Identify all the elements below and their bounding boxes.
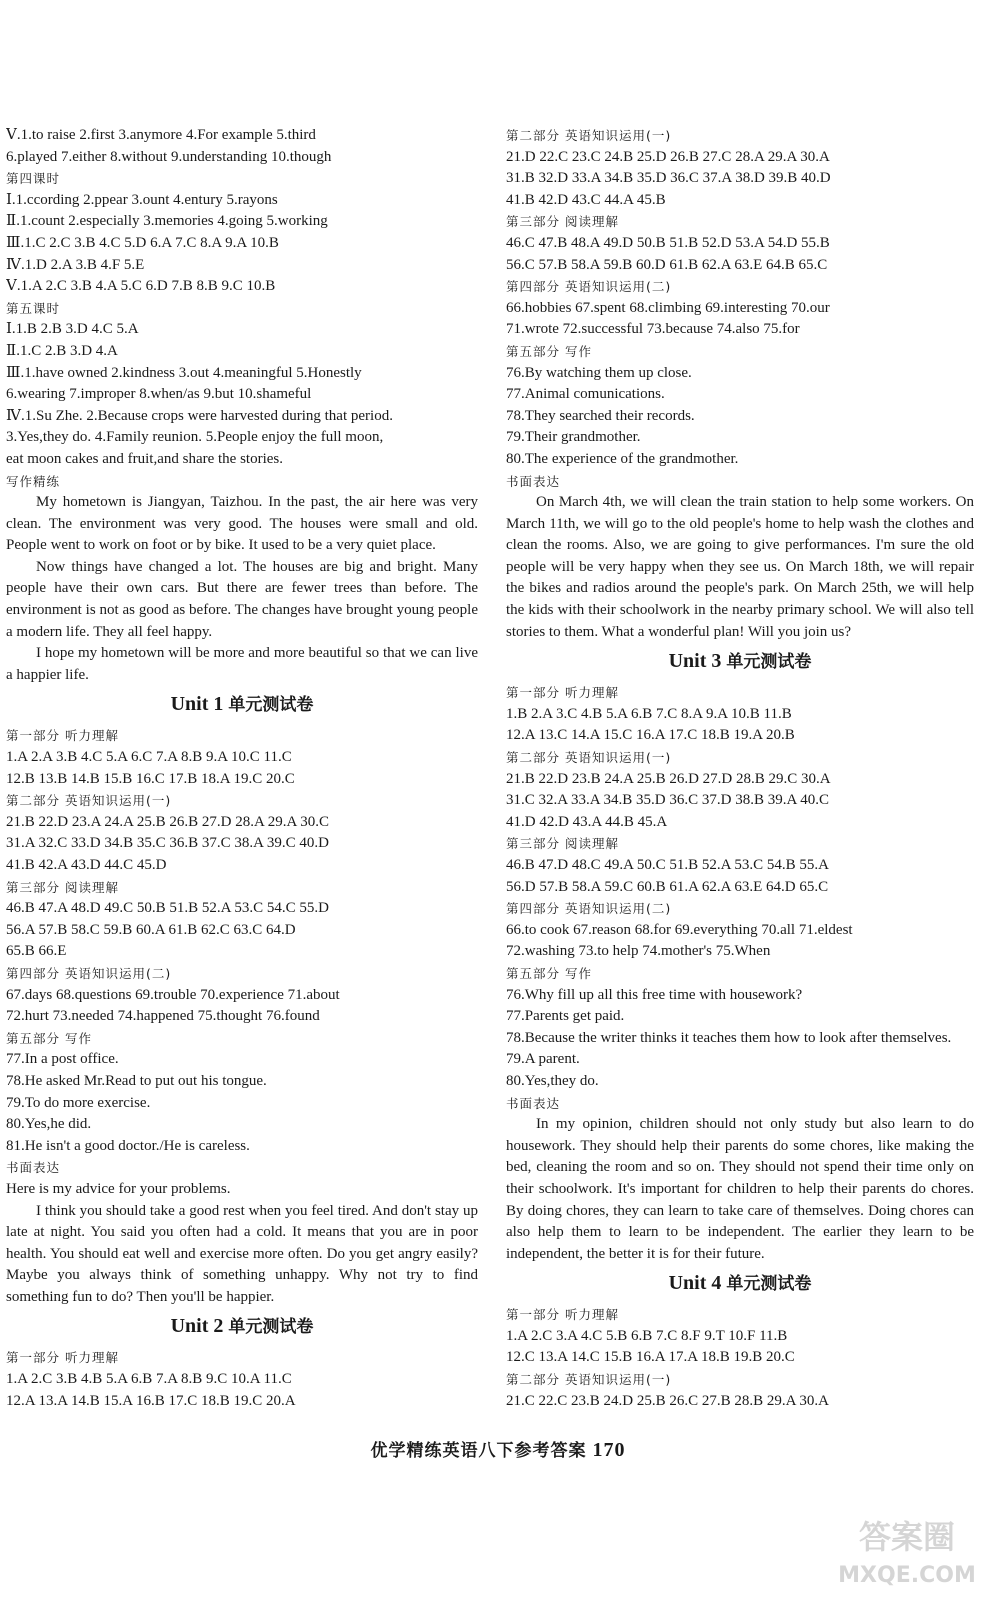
- section-heading: 第四部分 英语知识运用(二): [6, 965, 172, 981]
- section-heading: 第五部分 写作: [506, 965, 592, 981]
- answer-line: 79.Their grandmother.: [506, 429, 641, 446]
- answer-line: Ⅴ.1.A 2.C 3.B 4.A 5.C 6.D 7.B 8.B 9.C 10.B: [6, 278, 276, 295]
- answer-line: 3.Yes,they do. 4.Family reunion. 5.People enjoy the full moon,: [6, 429, 384, 446]
- section-heading: 写作精练: [6, 473, 61, 489]
- section-heading: 第四部分 英语知识运用(二): [506, 279, 672, 295]
- answer-line: 77.In a post office.: [6, 1051, 119, 1068]
- section-heading: 书面表达: [6, 1160, 61, 1176]
- essay-paragraph: I hope my hometown will be more and more beautiful so that we can live a happier life.: [6, 645, 478, 683]
- footer-title: 优学精练英语八下参考答案: [370, 1441, 587, 1461]
- unit-heading: [6, 1312, 478, 1341]
- answer-line: 21.B 22.D 23.B 24.A 25.B 26.D 27.D 28.B 29.C 30.A: [506, 770, 831, 787]
- answer-line: 1.A 2.C 3.B 4.B 5.A 6.B 7.A 8.B 9.C 10.A 11.C: [6, 1371, 292, 1388]
- answer-line: 12.C 13.A 14.C 15.B 16.A 17.A 18.B 19.B 20.C: [506, 1349, 795, 1366]
- section-heading: 第五课时: [6, 300, 61, 316]
- answer-line: 41.B 42.D 43.C 44.A 45.B: [506, 191, 666, 208]
- answer-line: eat moon cakes and fruit,and share the stories.: [6, 450, 283, 467]
- answer-line: 46.C 47.B 48.A 49.D 50.B 51.B 52.D 53.A 54.D 55.B: [506, 234, 830, 251]
- page-footer: [0, 1436, 996, 1462]
- answer-line: Ⅰ.1.B 2.B 3.D 4.C 5.A: [6, 321, 139, 338]
- section-heading: 书面表达: [506, 1095, 561, 1111]
- answer-line: 72.hurt 73.needed 74.happened 75.thought 76.found: [6, 1008, 320, 1025]
- essay-paragraph: On March 4th, we will clean the train station to help some workers. On March 11th, we will go to the old people's home to help wash the clothes and clean the rooms. Also, we are going to give performances. I'm sure the old people will be very happy when they see us. On March 18th, we will repair the bikes and radios around the people's park. On March 25th, we will help the kids with their schoolwork in the nearby primary school. We will also tell stories to them. What a wonderful plan! Will you join us?: [506, 494, 974, 640]
- section-heading: 第二部分 英语知识运用(一): [506, 750, 672, 766]
- answer-line: 76.Why fill up all this free time with housework?: [506, 986, 803, 1003]
- answer-line: 21.C 22.C 23.B 24.D 25.B 26.C 27.B 28.B 29.A 30.A: [506, 1392, 829, 1409]
- unit-heading: [6, 690, 478, 719]
- answer-line: 80.The experience of the grandmother.: [506, 450, 739, 467]
- answer-line: 77.Animal comunications.: [506, 386, 665, 403]
- unit-heading-cn: 单元测试卷: [726, 1274, 812, 1295]
- answer-line: 46.B 47.A 48.D 49.C 50.B 51.B 52.A 53.C 54.C 55.D: [6, 900, 329, 917]
- answer-line: Ⅱ.1.count 2.especially 3.memories 4.going 5.working: [6, 213, 328, 230]
- page-number: 170: [592, 1439, 626, 1461]
- answer-line: 6.played 7.either 8.without 9.understanding 10.though: [6, 148, 332, 165]
- watermark-logo: [832, 1512, 982, 1592]
- unit-heading-en: Unit 3: [668, 650, 722, 673]
- answer-line: 81.He isn't a good doctor./He is careless.: [6, 1137, 250, 1154]
- unit-heading-cn: 单元测试卷: [726, 652, 812, 673]
- answer-line: 78.He asked Mr.Read to put out his tongue.: [6, 1072, 267, 1089]
- answer-line: 79.A parent.: [506, 1051, 580, 1068]
- answer-line: Ⅲ.1.have owned 2.kindness 3.out 4.meaningful 5.Honestly: [6, 364, 362, 381]
- watermark-top-text: 答案圈: [858, 1518, 956, 1556]
- answer-line: 21.D 22.C 23.C 24.B 25.D 26.B 27.C 28.A 29.A 30.A: [506, 148, 830, 165]
- section-heading: 书面表达: [506, 473, 561, 489]
- answer-line: 56.D 57.B 58.A 59.C 60.B 61.A 62.A 63.E 64.D 65.C: [506, 878, 829, 895]
- answer-line: 41.D 42.D 43.A 44.B 45.A: [506, 813, 668, 830]
- section-heading: 第四课时: [6, 171, 61, 187]
- essay-paragraph: My hometown is Jiangyan, Taizhou. In the past, the air here was very clean. The environment was very good. The houses were small and old. People went to work on foot or by bike. It used to be a very quiet place.: [6, 494, 478, 554]
- answer-line: 41.B 42.A 43.D 44.C 45.D: [6, 857, 167, 873]
- answer-line: 67.days 68.questions 69.trouble 70.experience 71.about: [6, 986, 340, 1003]
- answer-line: Ⅳ.1.Su Zhe. 2.Because crops were harvested during that period.: [6, 407, 393, 424]
- answer-line: 80.Yes,they do.: [506, 1072, 599, 1089]
- answer-line: 21.B 22.D 23.A 24.A 25.B 26.B 27.D 28.A 29.A 30.C: [6, 813, 329, 830]
- section-heading: 第三部分 阅读理解: [506, 836, 619, 852]
- answer-line: Ⅰ.1.ccording 2.ppear 3.ount 4.entury 5.rayons: [6, 191, 278, 208]
- answer-line: 72.washing 73.to help 74.mother's 75.When: [506, 943, 771, 960]
- answer-line: 66.hobbies 67.spent 68.climbing 69.interesting 70.our: [506, 299, 830, 316]
- section-heading: 第一部分 听力理解: [6, 728, 119, 744]
- section-heading: 第一部分 听力理解: [6, 1350, 119, 1366]
- unit-heading-cn: 单元测试卷: [228, 695, 314, 716]
- essay-paragraph: Now things have changed a lot. The houses are big and bright. Many people have their own cars. But there are fewer trees than before. The environment is not as good as before. The changes have brought young people a modern life. They all feel happy.: [6, 558, 478, 640]
- answer-line: 76.By watching them up close.: [506, 364, 692, 381]
- answer-line: 71.wrote 72.successful 73.because 74.also 75.for: [506, 321, 800, 338]
- answer-line: 31.A 32.C 33.D 34.B 35.C 36.B 37.C 38.A 39.C 40.D: [6, 835, 329, 852]
- answer-line: 56.A 57.B 58.C 59.B 60.A 61.B 62.C 63.C 64.D: [6, 921, 296, 938]
- unit-heading: [506, 1269, 974, 1298]
- answer-line: 1.A 2.A 3.B 4.C 5.A 6.C 7.A 8.B 9.A 10.C 11.C: [6, 749, 292, 766]
- answer-line: 77.Parents get paid.: [506, 1008, 625, 1025]
- section-heading: 第一部分 听力理解: [506, 1307, 619, 1323]
- section-heading: 第三部分 阅读理解: [6, 879, 119, 895]
- answer-line: 56.C 57.B 58.A 59.B 60.D 61.B 62.A 63.E 64.B 65.C: [506, 256, 828, 273]
- section-heading: 第二部分 英语知识运用(一): [506, 128, 672, 143]
- answer-line: Ⅲ.1.C 2.C 3.B 4.C 5.D 6.A 7.C 8.A 9.A 10.B: [6, 234, 279, 251]
- answer-line: 78.They searched their records.: [506, 407, 695, 424]
- answer-line: 46.B 47.D 48.C 49.A 50.C 51.B 52.A 53.C 54.B 55.A: [506, 857, 829, 873]
- answer-line: Ⅴ.1.to raise 2.first 3.anymore 4.For example 5.third: [6, 127, 316, 143]
- answer-line: 79.To do more exercise.: [6, 1094, 151, 1111]
- answer-line: 66.to cook 67.reason 68.for 69.everything 70.all 71.eldest: [506, 921, 853, 938]
- section-heading: 第二部分 英语知识运用(一): [506, 1372, 672, 1388]
- section-heading: 第二部分 英语知识运用(一): [6, 793, 172, 809]
- unit-heading-en: Unit 2: [170, 1315, 224, 1338]
- answer-line: 80.Yes,he did.: [6, 1116, 92, 1133]
- answer-line: Ⅳ.1.D 2.A 3.B 4.F 5.E: [6, 256, 145, 273]
- section-heading: 第四部分 英语知识运用(二): [506, 901, 672, 917]
- section-heading: 第一部分 听力理解: [506, 685, 619, 701]
- answer-line: 31.B 32.D 33.A 34.B 35.D 36.C 37.A 38.D 39.B 40.D: [506, 170, 831, 187]
- essay-paragraph: I think you should take a good rest when you feel tired. And don't stay up late at night. You said you often had a cold. It means that you are in poor health. You should eat well and exercise more often. Do you get angry easily? Maybe you always think of something unhappy. Why not try to find something fun to do? Then you'll be happier.: [6, 1202, 478, 1305]
- unit-heading-cn: 单元测试卷: [228, 1317, 314, 1338]
- unit-heading-en: Unit 1: [170, 693, 224, 716]
- answer-line: 78.Because the writer thinks it teaches them how to look after themselves.: [506, 1029, 952, 1046]
- answer-line: 12.B 13.B 14.B 15.B 16.C 17.B 18.A 19.C 20.C: [6, 770, 295, 787]
- left-column: [6, 125, 478, 1412]
- answer-line: 12.A 13.C 14.A 15.C 16.A 17.C 18.B 19.A 20.B: [506, 727, 795, 744]
- answer-line: 31.C 32.A 33.A 34.B 35.D 36.C 37.D 38.B 39.A 40.C: [506, 792, 829, 809]
- section-heading: 第五部分 写作: [506, 343, 592, 359]
- unit-heading: [506, 647, 974, 676]
- answer-line: 1.A 2.C 3.A 4.C 5.B 6.B 7.C 8.F 9.T 10.F 11.B: [506, 1327, 788, 1344]
- answer-line: Ⅱ.1.C 2.B 3.D 4.A: [6, 342, 118, 359]
- answer-line: 65.B 66.E: [6, 943, 67, 960]
- answer-line: 6.wearing 7.improper 8.when/as 9.but 10.shameful: [6, 386, 312, 403]
- essay-paragraph: In my opinion, children should not only study but also learn to do housework. They should help their parents do some chores, like making the bed, cleaning the room and so on. They should not spend their time only on their schoolwork. It's important for children to help their parents do chores. By doing chores, they can learn to take care of themselves. Doing chores can also help them to learn to be independent. The earlier they learn to be independent, the better it is for their future.: [506, 1116, 974, 1262]
- answer-line: 12.A 13.A 14.B 15.A 16.B 17.C 18.B 19.C 20.A: [6, 1392, 296, 1409]
- section-heading: 第五部分 写作: [6, 1030, 92, 1046]
- right-column: [506, 125, 974, 1412]
- essay-paragraph: Here is my advice for your problems.: [6, 1180, 231, 1197]
- unit-heading-en: Unit 4: [668, 1272, 722, 1295]
- answer-line: 1.B 2.A 3.C 4.B 5.A 6.B 7.C 8.A 9.A 10.B 11.B: [506, 705, 792, 722]
- section-heading: 第三部分 阅读理解: [506, 214, 619, 230]
- watermark-bottom-text: MXQE.COM: [838, 1563, 976, 1588]
